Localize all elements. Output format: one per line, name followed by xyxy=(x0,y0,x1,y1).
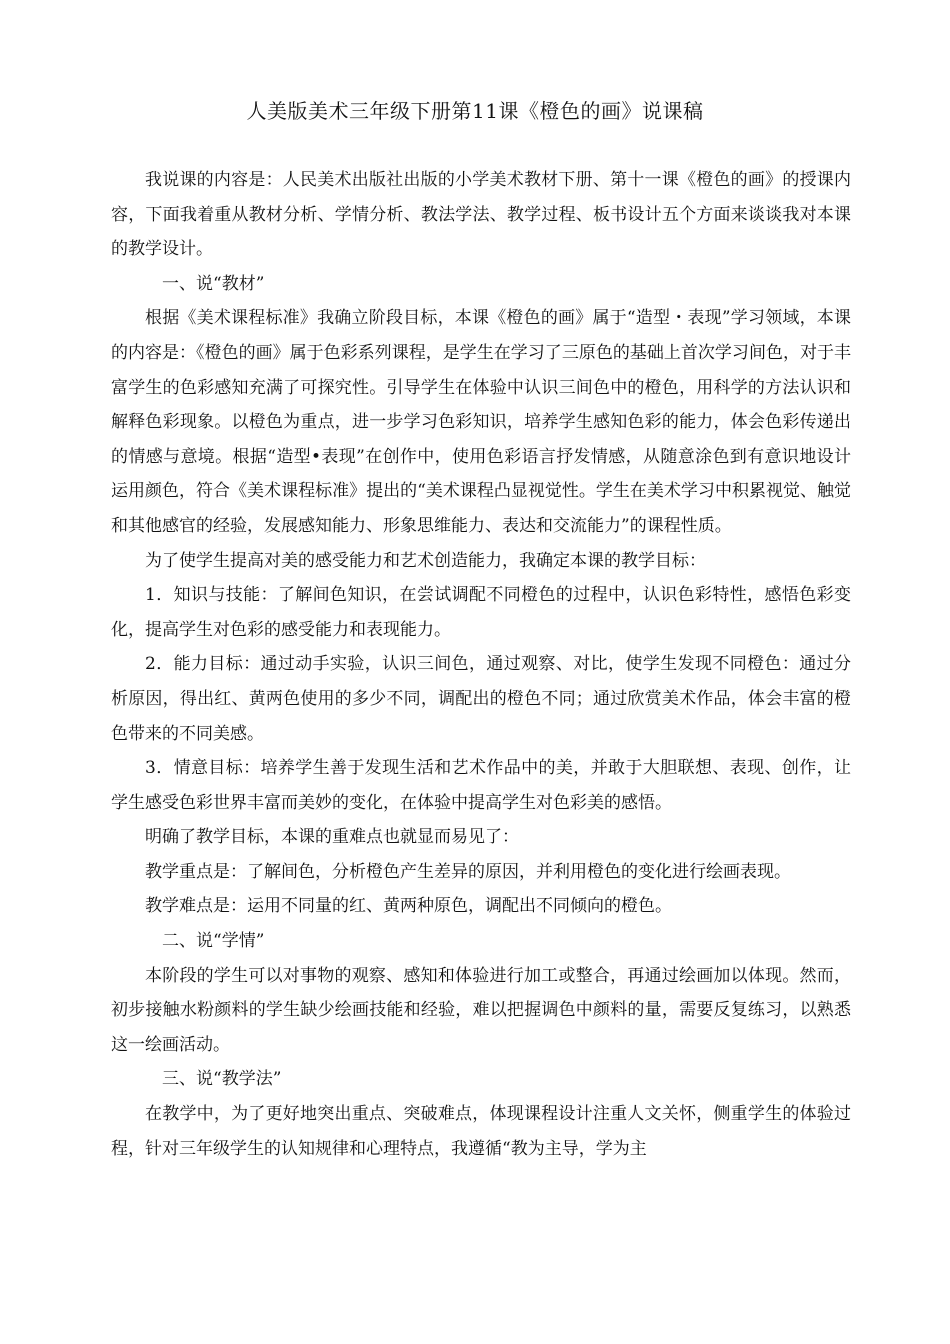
textbook-analysis-paragraph: 根据《美术课程标准》我确立阶段目标，本课《橙色的画》属于“造型・表现”学习领域，本课的内容是：《橙色的画》属于色彩系列课程，是学生在学习了三原色的基础上首次学习间色，对于丰富学生的色彩感知充满了可探究性。引导学生在体验中认识三间色中的橙色，用科学的方法认识和解释色彩现象。以橙色为重点，进一步学习色彩知识，培养学生感知色彩的能力，体会色彩传递出的情感与意境。根据“造型•表现”在创作中，使用色彩语言抒发情感，从随意涂色到有意识地设计运用颜色，符合《美术课程标准》提出的“美术课程凸显视觉性。学生在美术学习中积累视觉、触觉和其他感官的经验，发展感知能力、形象思维能力、表达和交流能力”的课程性质。 xyxy=(111,308,851,536)
intro-paragraph: 我说课的内容是：人民美术出版社出版的小学美术教材下册、第十一课《橙色的画》的授课内容，下面我着重从教材分析、学情分析、教法学法、教学过程、板书设计五个方面来谈谈我对本课的教学设计。 xyxy=(111,170,851,260)
objective-knowledge-paragraph: 1．知识与技能：了解间色知识，在尝试调配不同橙色的过程中，认识色彩特性，感悟色彩变化，提高学生对色彩的感受能力和表现能力。 xyxy=(111,585,851,640)
section-heading-methods: 三、说“教学法” xyxy=(162,1069,282,1090)
section-heading-textbook: 一、说“教材” xyxy=(162,273,265,294)
objective-emotion-paragraph: 3．情意目标：培养学生善于发现生活和艺术作品中的美，并敢于大胆联想、表现、创作，让学生感受色彩世界丰富而美妙的变化，在体验中提高学生对色彩美的感悟。 xyxy=(111,758,851,813)
section-heading-students: 二、说“学情” xyxy=(162,931,265,952)
student-analysis-paragraph: 本阶段的学生可以对事物的观察、感知和体验进行加工或整合，再通过绘画加以体现。然而，初步接触水粉颜料的学生缺少绘画技能和经验，难以把握调色中颜料的量，需要反复练习，以熟悉这一绘画活动。 xyxy=(111,965,851,1055)
methods-paragraph: 在教学中，为了更好地突出重点、突破难点，体现课程设计注重人文关怀，侧重学生的体验过程，针对三年级学生的认知规律和心理特点，我遵循“教为主导，学为主 xyxy=(111,1104,851,1159)
key-points-intro-paragraph: 明确了教学目标，本课的重难点也就显而易见了： xyxy=(145,827,519,848)
document-title: 人美版美术三年级下册第11课《橙色的画》说课稿 xyxy=(246,99,704,123)
document-body xyxy=(111,163,851,1166)
objectives-intro-paragraph: 为了使学生提高对美的感受能力和艺术创造能力，我确定本课的教学目标： xyxy=(145,550,706,571)
teaching-difficulty-paragraph: 教学难点是：运用不同量的红、黄两种原色，调配出不同倾向的橙色。 xyxy=(145,896,672,917)
teaching-focus-paragraph: 教学重点是：了解间色，分析橙色产生差异的原因，并利用橙色的变化进行绘画表现。 xyxy=(145,861,791,882)
objective-ability-paragraph: 2．能力目标：通过动手实验，认识三间色，通过观察、对比，使学生发现不同橙色：通过分析原因，得出红、黄两色使用的多少不同，调配出的橙色不同；通过欣赏美术作品，体会丰富的橙色带来的不同美感。 xyxy=(111,654,851,744)
